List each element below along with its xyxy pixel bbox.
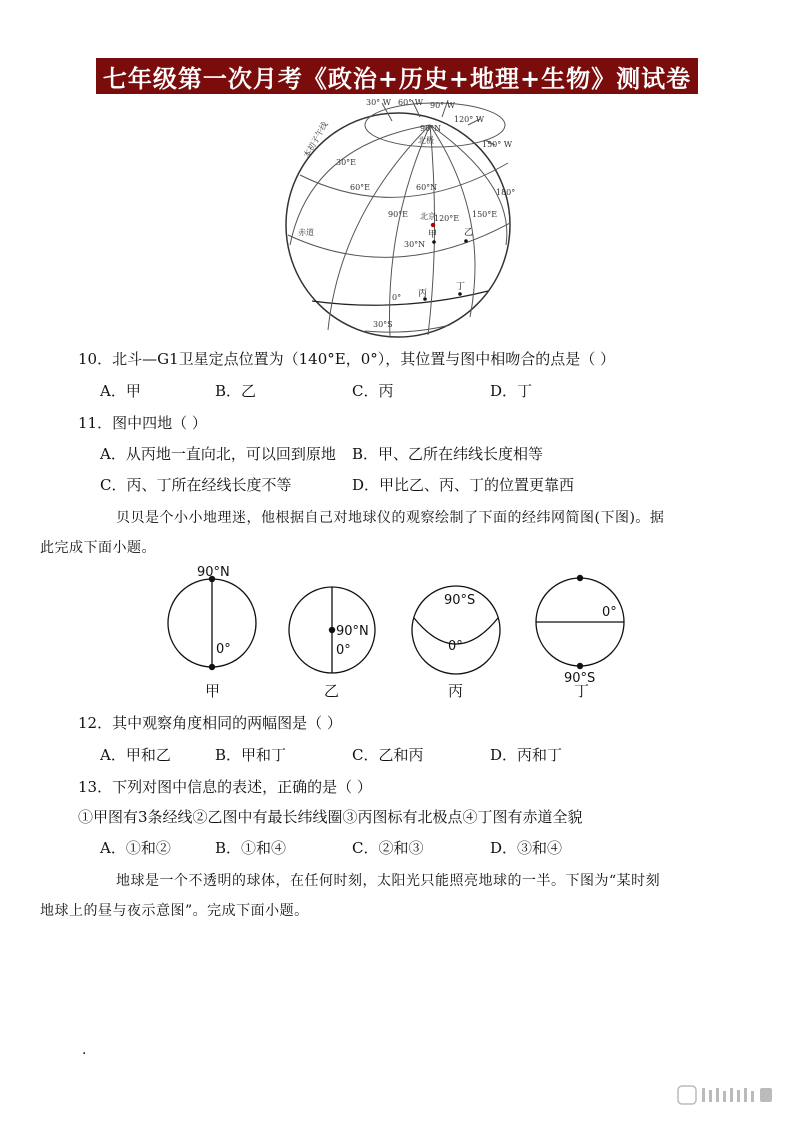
globe-figure <box>270 95 530 340</box>
question-13-option-c[interactable]: C．②和③ <box>352 839 424 857</box>
label-lon-30e: 30°E <box>336 158 357 167</box>
diagram-bing-top-label: 90°S <box>444 593 476 608</box>
point-jia <box>432 240 436 244</box>
passage-1-line-1: 贝贝是个小小地理迷，他根据自己对地球仪的观察绘制了下面的经纬网简图(下图)。据 <box>116 510 665 526</box>
diagram-bing-caption: 丙 <box>448 682 464 700</box>
question-12-option-a[interactable]: A．甲和乙 <box>100 746 171 764</box>
diagram-ding-bottom-label: 90°S <box>564 671 596 686</box>
top-label-60w: 60° W <box>398 98 423 107</box>
diagram-jia-bottom-point <box>209 664 215 670</box>
top-label-150w: 150° W <box>482 140 513 149</box>
question-12-option-c[interactable]: C．乙和丙 <box>352 746 424 764</box>
diagram-yi-below-label: 0° <box>336 643 351 658</box>
question-11-option-b[interactable]: B．甲、乙所在纬线长度相等 <box>352 445 544 463</box>
question-13-statements: ①甲图有3条经线②乙图中有最长纬线圈③丙图标有北极点④丁图有赤道全貌 <box>78 808 583 826</box>
label-lat-30n: 30°N <box>404 240 426 249</box>
label-lon-180: 180° <box>496 188 516 197</box>
top-label-90w: 90° W <box>430 101 455 110</box>
diagram-ding-bottom-point <box>577 663 583 669</box>
diagram-yi-center-point <box>329 627 335 633</box>
diagram-ding-right-label: 0° <box>602 605 617 620</box>
page-title: 七年级第一次月考《政治+历史+地理+生物》测试卷 <box>96 58 698 94</box>
question-10-option-a[interactable]: A．甲 <box>100 382 141 400</box>
question-13-option-b[interactable]: B．①和④ <box>215 839 287 857</box>
diagram-yi-center-label: 90°N <box>336 624 369 639</box>
passage-2-line-1: 地球是一个不透明的球体，在任何时刻，太阳光只能照亮地球的一半。下图为“某时刻 <box>116 873 661 889</box>
question-13-option-a[interactable]: A．①和② <box>100 839 171 857</box>
top-label-30w: 30° W <box>366 98 391 107</box>
question-11-option-d[interactable]: D．甲比乙、丙、丁的位置更靠西 <box>352 476 575 494</box>
question-13-option-d[interactable]: D．③和④ <box>490 839 563 857</box>
question-11-option-c[interactable]: C．丙、丁所在经线长度不等 <box>100 476 292 494</box>
label-lon-90e: 90°E <box>388 210 409 219</box>
meridian-a <box>328 125 430 330</box>
label-bing: 丙 <box>418 289 428 299</box>
label-ding: 丁 <box>456 282 466 292</box>
label-lat-30s: 30°S <box>373 320 393 329</box>
question-11-stem: 11．图中四地（ ） <box>78 414 207 432</box>
question-12-option-b[interactable]: B．甲和丁 <box>215 746 287 764</box>
passage-1-line-2: 此完成下面小题。 <box>40 540 156 556</box>
latitude-30n <box>288 223 510 257</box>
label-jia: 甲 <box>428 230 438 240</box>
label-yi: 乙 <box>464 228 474 238</box>
passage-2 <box>40 866 718 926</box>
point-yi <box>464 239 468 243</box>
label-lat-60n: 60°N <box>416 183 438 192</box>
label-north-pole: 北极 <box>418 136 434 145</box>
diagram-ding-top-point <box>577 575 583 581</box>
question-13-stem: 13．下列对图中信息的表述，正确的是（ ） <box>78 778 372 796</box>
diagram-bing-center-label: 0° <box>448 639 463 654</box>
diagram-yi-caption: 乙 <box>324 682 340 700</box>
trailing-mark: . <box>82 1042 87 1058</box>
point-beijing <box>431 223 435 227</box>
label-equator: 赤道 <box>298 228 314 237</box>
top-label-120w: 120° W <box>454 115 485 124</box>
diagram-jia-bottom-label: 0° <box>216 642 231 657</box>
diagram-jia-top-label: 90°N <box>197 565 230 580</box>
question-10-option-c[interactable]: C．丙 <box>352 382 394 400</box>
label-lat-0: 0° <box>392 293 402 302</box>
diagram-ding-caption: 丁 <box>574 682 590 700</box>
question-11-option-a[interactable]: A．从丙地一直向北，可以回到原地 <box>100 445 336 463</box>
label-lon-60e: 60°E <box>350 183 371 192</box>
passage-1 <box>40 503 718 563</box>
label-north-pole-deg: 90°N <box>420 124 442 133</box>
passage-2-line-2: 地球上的昼与夜示意图”。完成下面小题。 <box>40 903 309 919</box>
point-ding <box>458 292 462 296</box>
question-10-option-d[interactable]: D．丁 <box>490 382 533 400</box>
question-12-option-d[interactable]: D．丙和丁 <box>490 746 563 764</box>
graticule-diagrams <box>150 560 650 705</box>
label-lon-120e: 120°E <box>434 214 460 223</box>
question-10-stem: 10．北斗—G1卫星定点位置为（140°E，0°），其位置与图中相吻合的点是（ ） <box>78 350 616 368</box>
corner-watermark <box>676 1082 776 1108</box>
label-beijing: 北京 <box>420 212 436 221</box>
diagram-jia-caption: 甲 <box>205 682 221 700</box>
label-lon-150e: 150°E <box>472 210 498 219</box>
question-10-option-b[interactable]: B．乙 <box>215 382 257 400</box>
question-12-stem: 12．其中观察角度相同的两幅图是（ ） <box>78 714 342 732</box>
label-prime-meridian: 本初子午线 <box>301 120 330 160</box>
